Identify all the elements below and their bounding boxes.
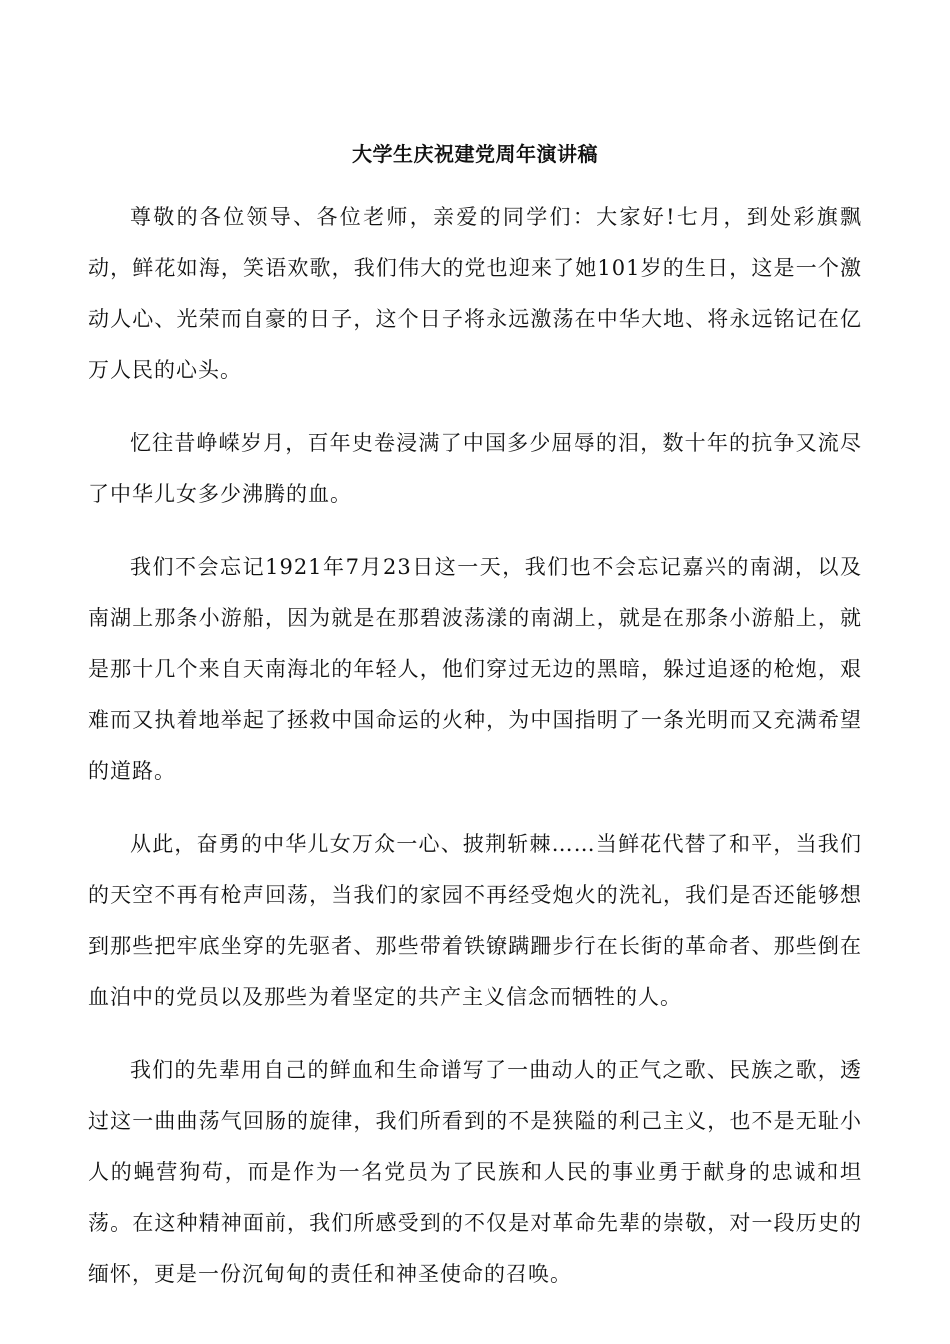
paragraph-3: 我们不会忘记1921年7月23日这一天，我们也不会忘记嘉兴的南湖，以及南湖上那条小游船，因为就是在那碧波荡漾的南湖上，就是在那条小游船上，就是那十几个来自天南海北的年轻人，他们穿过无边的黑暗，躲过追逐的枪炮，艰难而又执着地举起了拯救中国命运的火种，为中国指明了一条光明而又充满希望的道路。 <box>88 555 862 783</box>
paragraph-1: 尊敬的各位领导、各位老师，亲爱的同学们：大家好!七月，到处彩旗飘动，鲜花如海，笑语欢歌，我们伟大的党也迎来了她101岁的生日，这是一个激动人心、光荣而自豪的日子，这个日子将永远激荡在中华大地、将永远铭记在亿万人民的心头。 <box>88 205 862 382</box>
paragraph-2: 忆往昔峥嵘岁月，百年史卷浸满了中国多少屈辱的泪，数十年的抗争又流尽了中华儿女多少沸腾的血。 <box>88 431 862 506</box>
paragraph-5: 我们的先辈用自己的鲜血和生命谱写了一曲动人的正气之歌、民族之歌，透过这一曲曲荡气回肠的旋律，我们所看到的不是狭隘的利己主义，也不是无耻小人的蝇营狗苟，而是作为一名党员为了民族和人民的事业勇于献身的忠诚和坦荡。在这种精神面前，我们所感受到的不仅是对革命先辈的崇敬，对一段历史的缅怀，更是一份沉甸甸的责任和神圣使命的召唤。 <box>88 1058 862 1286</box>
document-title: 大学生庆祝建党周年演讲稿 <box>352 142 598 166</box>
paragraph-4: 从此，奋勇的中华儿女万众一心、披荆斩棘……当鲜花代替了和平，当我们的天空不再有枪声回荡，当我们的家园不再经受炮火的洗礼，我们是否还能够想到那些把牢底坐穿的先驱者、那些带着铁镣蹒跚步行在长街的革命者、那些倒在血泊中的党员以及那些为着坚定的共产主义信念而牺牲的人。 <box>88 832 862 1009</box>
document-body <box>88 138 862 1300</box>
